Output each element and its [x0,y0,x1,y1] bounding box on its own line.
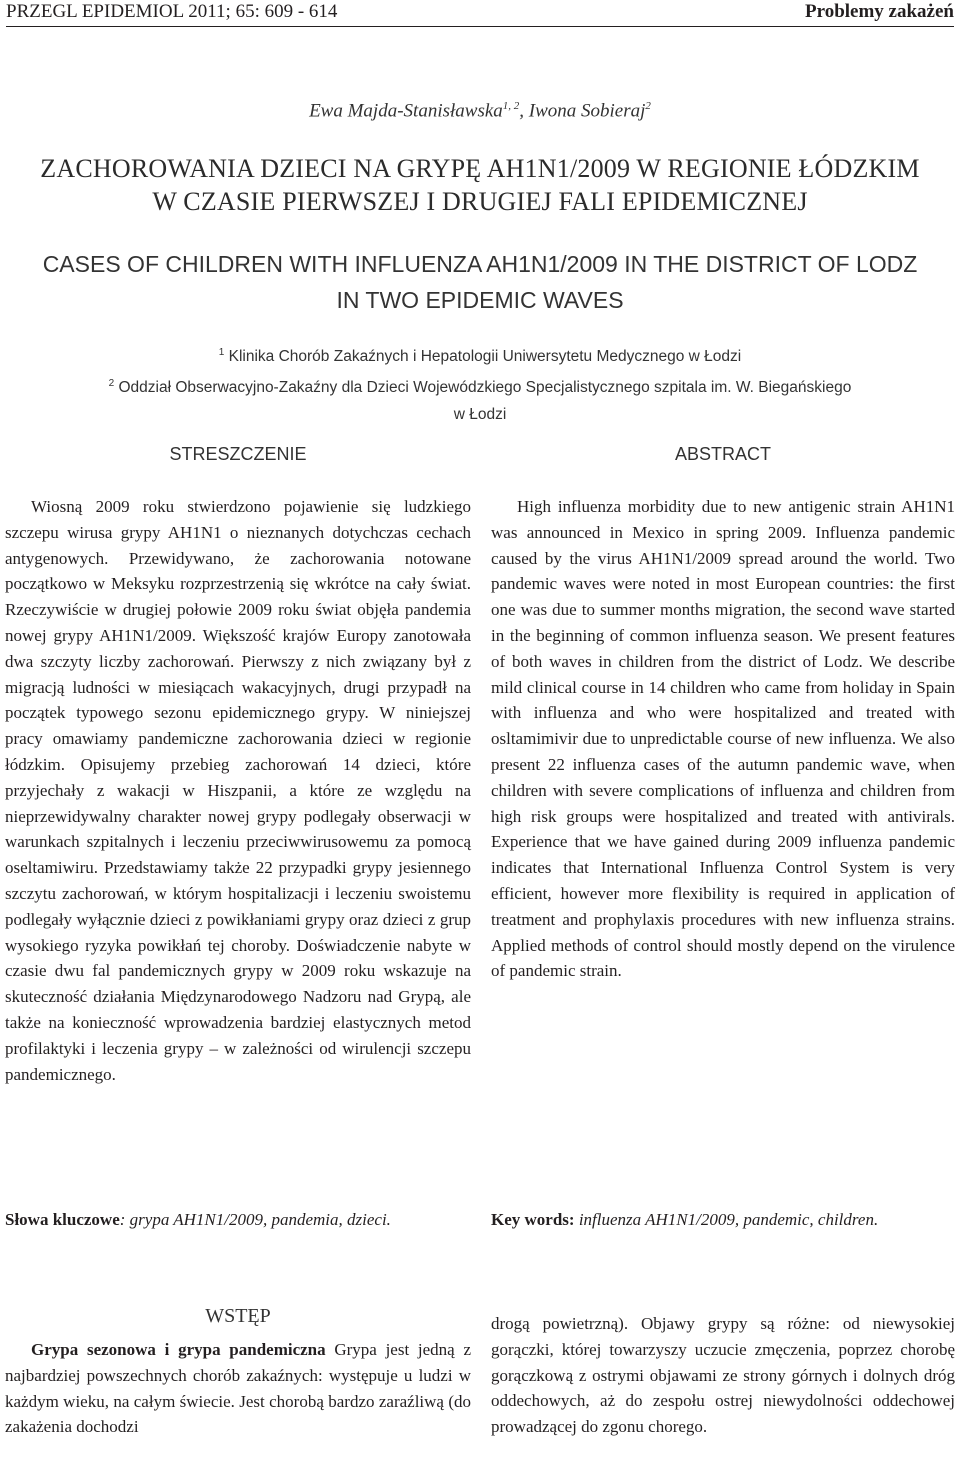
abstract-en-text: High influenza morbidity due to new antigenic strain AH1N1 was announced in Mexico in spring 2009. Influenza pandemic caused by the virus AH1N1/2009 spread around the world. Two pandemic waves were noted in most European countries: the first one was due to summer months migration, the second wave started in the beginning of common influenza season. We present features of both waves in children from the district of Lodz. We describe mild clinical course in 14 children who came from holiday in Spain with influenza and who were hospitalized and treated with osltamimivir due to unpredictable course of new influenza. We also present 22 influenza cases of the autumn pandemic wave, when children with severe complications of influenza and children from high risk groups were hospitalized and treated with antivirals. Experience that we have gained during 2009 influenza pandemic indicates that International Influenza Control System is very efficient, however more flexibility is required in application of treatment and prophylaxis procedures with new influenza strains. Applied methods of control should mostly depend on the virulence of pandemic strain. [491,497,955,981]
abstract-pl-text: Wiosną 2009 roku stwierdzono pojawienie się ludzkiego szczepu wirusa grypy AH1N1 o nieznanych dotychczas cechach antygenowych. Przewidywano, że zachorowania notowane początkowo w Meksyku rozprzestrzenią się wkrótce na cały świat. Rzeczywiście w drugiej połowie 2009 roku świat objęła pandemia nowej grypy AH1N1/2009. Większość krajów Europy zanotowała dwa szczyty liczby zachorowań. Pierwszy z nich związany był z migracją ludności w miesiącach wakacyjnych, drugi przypadł na początek typowego sezonu epidemicznego grypy. W niniejszej pracy omawiamy pandemiczne zachorowania dzieci w regionie łódzkim. Opisujemy przebieg zachorowań 14 dzieci, które przyjechały z wakacji w Hiszpanii, a które ze względu na nieprzewidywalny charakter nowej grypy podlegały obserwacji w warunkach szpitalnych i leczeniu przeciwwirusowemu za pomocą oseltamiwiru. Przedstawiamy także 22 przypadki grypy jesiennego szczytu zachorowań, w którym hospitalizacji i leczeniu swoistemu podlegały wyłącznie dzieci z powikłaniami grypy oraz dzieci z grup wysokiego ryzyka powikłań tej choroby. Doświadczenie nabyte w czasie dwu fal pandemicznych grypy w 2009 roku wskazuje na skuteczność działania Międzynarodowego Nadzoru nad Grypą, ale także na konieczność wprowadzenia bardziej elastycznych metod profilaktyki i leczenia grypy – w zależności od wirulencji szczepu pandemicznego. [5,497,471,1084]
title-english: CASES OF CHILDREN WITH INFLUENZA AH1N1/2009 IN THE DISTRICT OF LODZ IN TWO EPIDEMIC WAVES [42,251,918,313]
abstract-en-heading: ABSTRACT [674,444,771,464]
affiliation-1: $^1$ Klinika Chorób Zakaźnych i Hepatologii Uniwersytetu Medycznego w Łodzi [218,347,742,366]
journal-citation: PRZEGL EPIDEMIOL 2011; 65: 609 - 614 [6,1,338,22]
title-polish: ZACHOROWANIA DZIECI NA GRYPĘ AH1N1/2009 W REGIONIE ŁÓDZKIM W CZASIE PIERWSZEJ I DRUGIEJ FALI EPIDEMICZNEJ [40,154,920,216]
running-header [6,0,954,27]
intro-text-right: drogą powietrzną). Objawy grypy są różne: od niewysokiej gorączki, której towarzyszy uczucie zmęczenia, poprzez chorobę gorączkową z ostrymi objawami ze strony górnych i dolnych dróg oddechowych, aż do zespołu ostrej niewydolności oddechowej prowadzącej do zgonu chorego. [491,1314,955,1437]
intro-heading: WSTĘP [205,1305,271,1327]
section-label: Problemy zakażeń [805,1,954,22]
keywords-pl: Słowa kluczowe: grypa AH1N1/2009, pandemia, dzieci. [5,1210,391,1229]
author-1: Ewa Majda-Stanisławska [309,100,503,122]
keywords-en: Key words: influenza AH1N1/2009, pandemic, children. [491,1210,879,1229]
affiliation-2-cont: w Łodzi [453,406,507,424]
affiliation-2: $^2$ Oddział Obserwacyjno-Zakaźny dla Dzieci Wojewódzkiego Specjalistycznego szpitala im. W. Biegańskiego [108,378,852,397]
author-2: Iwona Sobieraj [528,100,646,122]
author-1-affiliation: 1, 2 [502,100,520,112]
intro-text-left: Grypa sezonowa i grypa pandemiczna Grypa jest jedną z najbardziej powszechnych chorób zakaźnych: występuje u ludzi w każdym wieku, na całym świecie. Jest chorobą bardzo zaraźliwą (do zakażenia dochodzi [5,1340,471,1437]
abstract-pl-heading: STRESZCZENIE [169,444,307,464]
affiliations [0,339,960,428]
author-2-affiliation: 2 [645,100,651,112]
author-list: Ewa Majda-Stanisławska$^{1, 2}$, Iwona Sobieraj$^2$ [309,100,651,122]
